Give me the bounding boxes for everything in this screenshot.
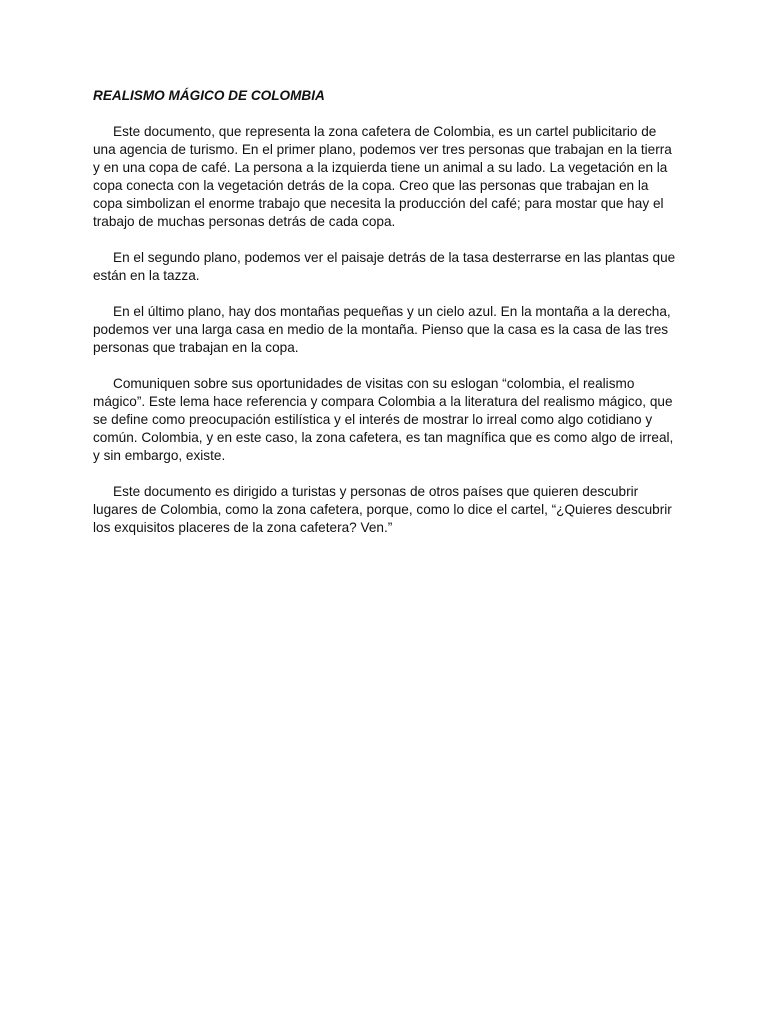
paragraph-3: En el último plano, hay dos montañas pequeñas y un cielo azul. En la montaña a la derecha, podemos ver una larga casa en medio de la montaña. Pienso que la casa es la casa de las tres personas que trabajan en la copa. (93, 304, 671, 355)
paragraph-5: Este documento es dirigido a turistas y personas de otros países que quieren descubrir lugares de Colombia, como la zona cafetera, porque, como lo dice el cartel, “¿Quieres descubrir los exquisitos placeres de la zona cafetera? Ven.” (93, 484, 672, 535)
document-title: REALISMO MÁGICO DE COLOMBIA (93, 88, 325, 103)
paragraph-1: Este documento, que representa la zona cafetera de Colombia, es un cartel publicitario de una agencia de turismo. En el primer plano, podemos ver tres personas que trabajan en la tierra y en una copa de café. La persona a la izquierda tiene un animal a su lado. La vegetación en la copa conecta con la vegetación detrás de la copa. Creo que las personas que trabajan en la copa simbolizan el enorme trabajo que necesita la producción del café; para mostar que hay el trabajo de muchas personas detrás de cada copa. (93, 124, 672, 229)
paragraph-2: En el segundo plano, podemos ver el paisaje detrás de la tasa desterrarse en las plantas que están en la tazza. (93, 250, 676, 283)
paragraph-4: Comuniquen sobre sus oportunidades de visitas con su eslogan “colombia, el realismo mágico”. Este lema hace referencia y compara Colombia a la literatura del realismo mágico, que se define como preocupación estilística y el interés de mostrar lo irreal como algo cotidiano y común. Colombia, y en este caso, la zona cafetera, es tan magnífica que es como algo de irreal, y sin embargo, existe. (93, 376, 674, 463)
document-body (93, 87, 681, 555)
